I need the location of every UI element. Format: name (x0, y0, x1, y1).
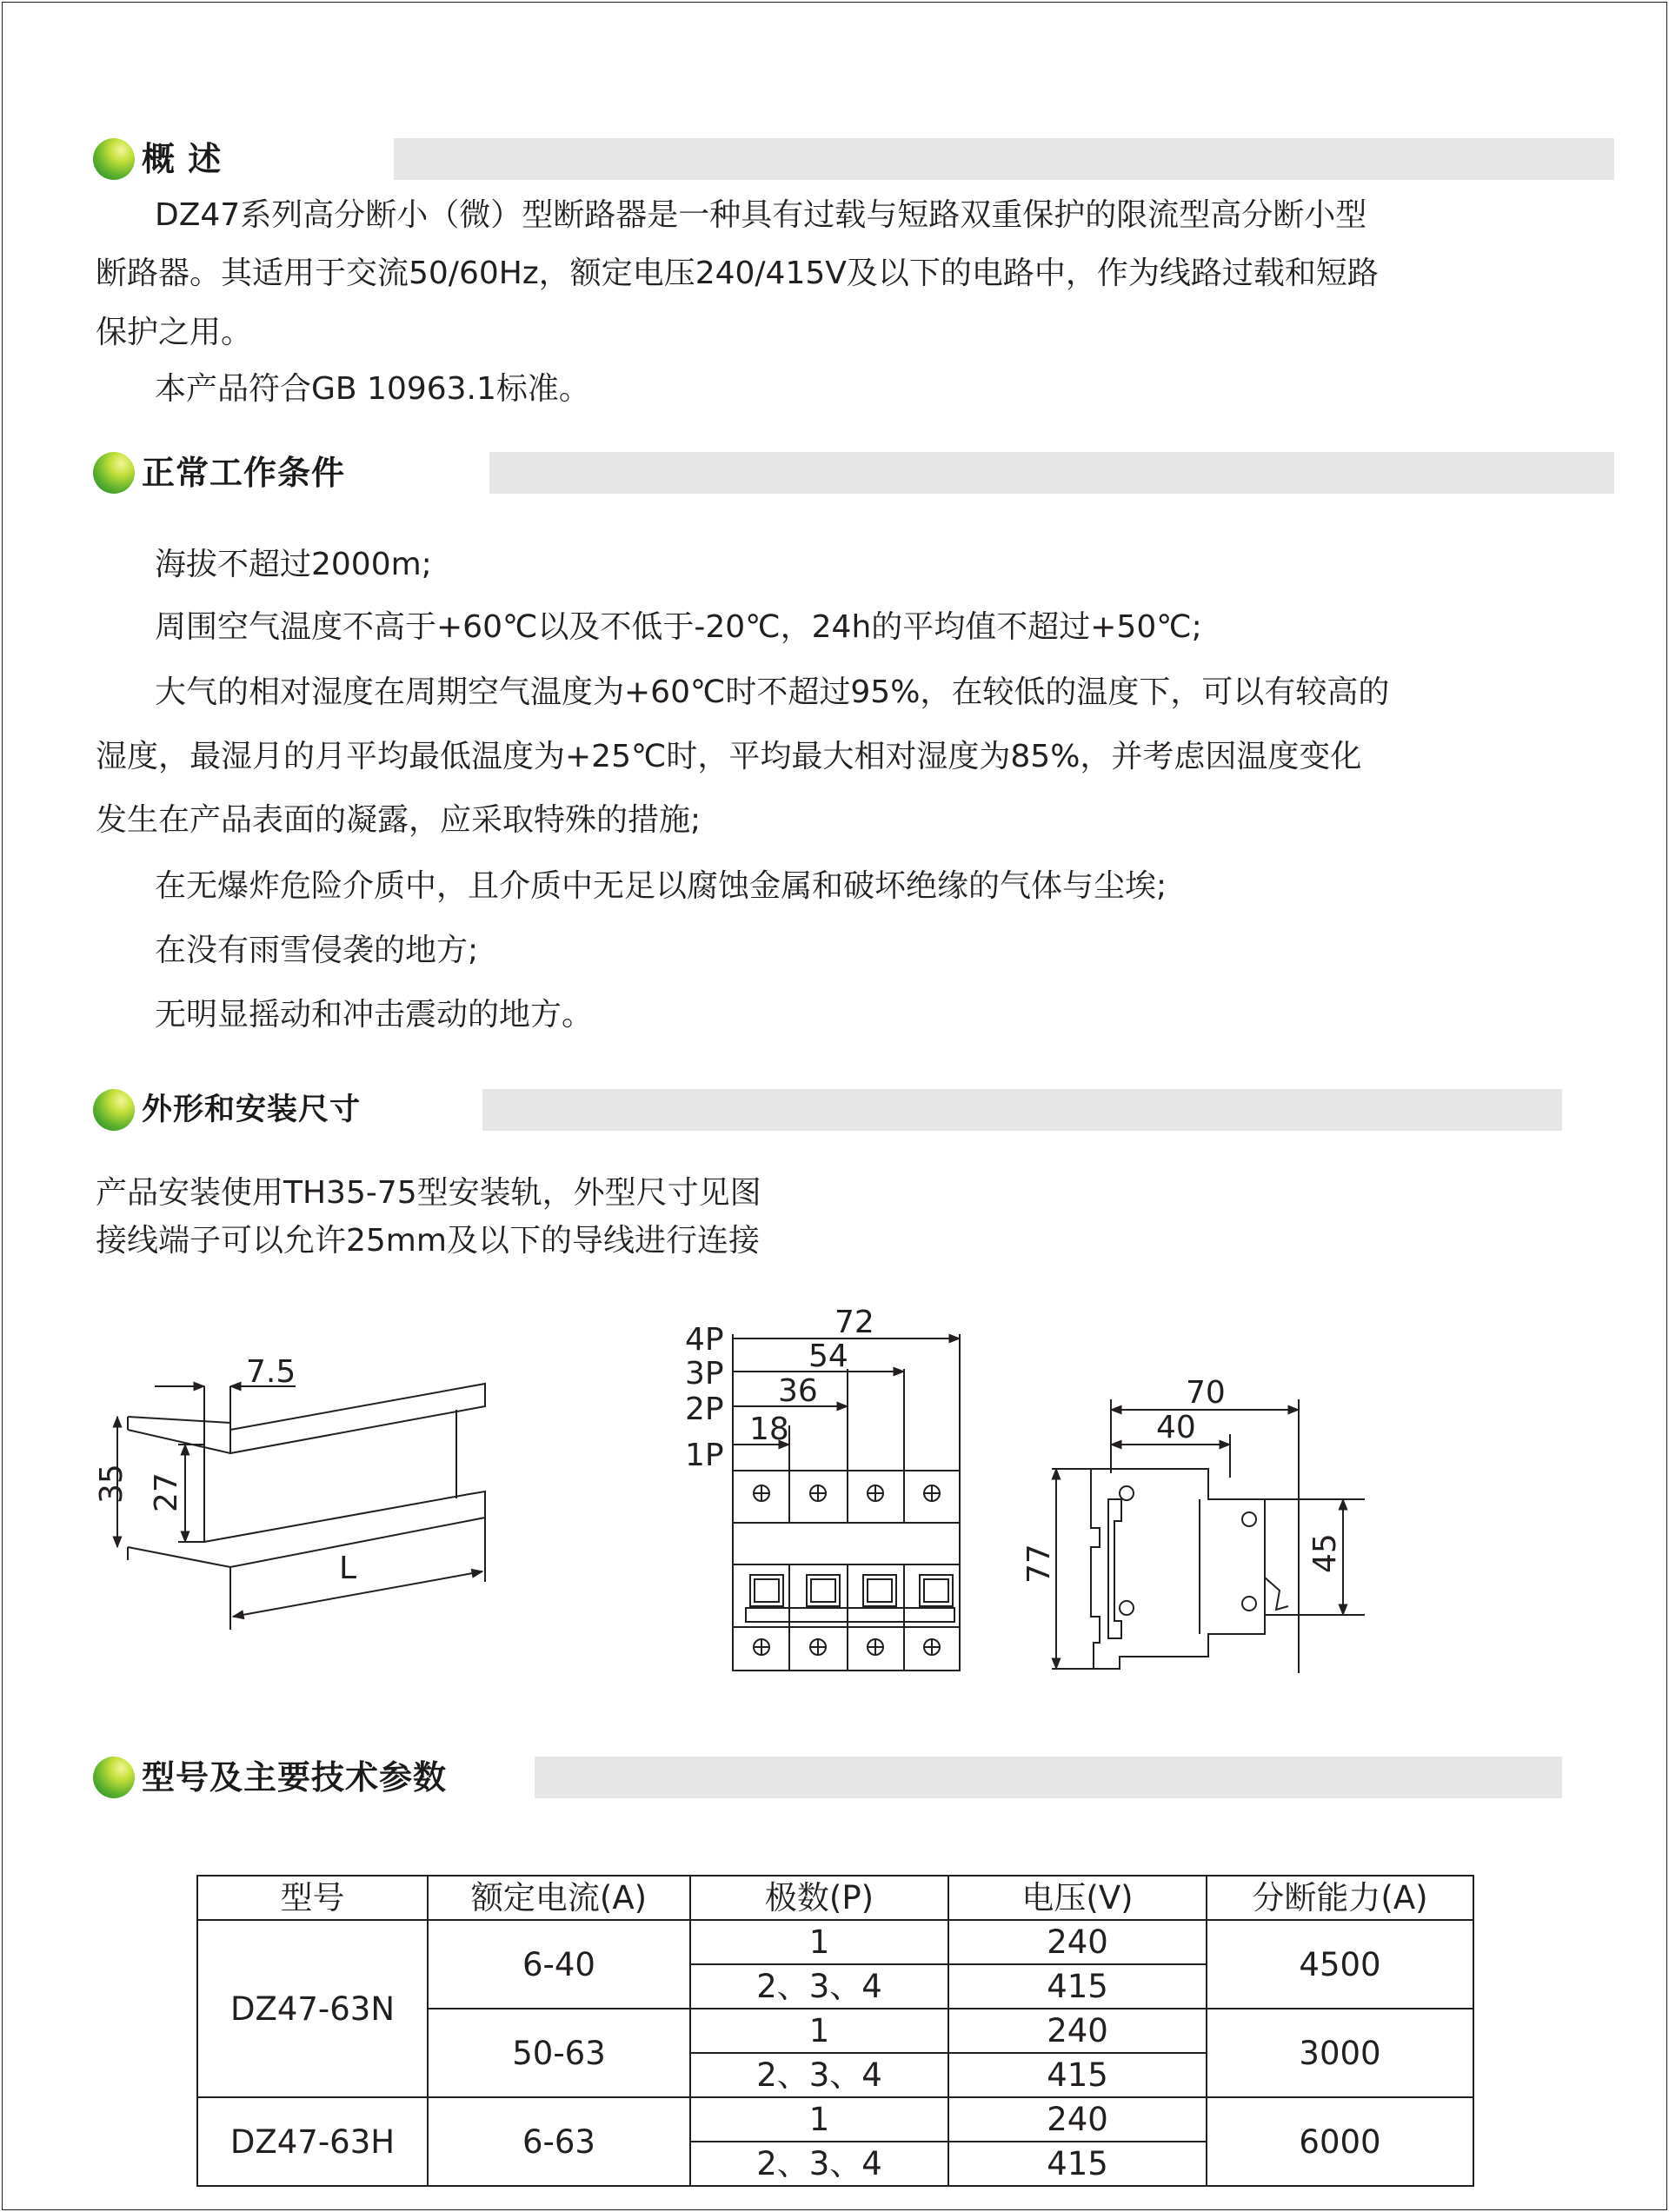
table-row (197, 2097, 1473, 2142)
spec-table (196, 1875, 1474, 2187)
cell-breaking: 3000 (1207, 2009, 1473, 2097)
table-header-row (197, 1876, 1473, 1920)
cell-poles: 2、3、4 (690, 2053, 948, 2097)
cell-voltage: 240 (948, 2097, 1207, 2142)
condition-line-8: 无明显摇动和冲击震动的地方。 (155, 997, 594, 1033)
condition-line-7: 在没有雨雪侵袭的地方; (155, 933, 479, 968)
overview-line-1: DZ47系列高分断小（微）型断路器是一种具有过载与短路双重保护的限流型高分断小型 (155, 197, 1367, 233)
condition-line-1: 海拔不超过2000m; (155, 547, 432, 582)
cell-poles: 2、3、4 (690, 1964, 948, 2009)
cell-model: DZ47-63H (197, 2097, 428, 2186)
section-title: 外形和安装尺寸 (142, 1093, 362, 1127)
width-72-label: 72 (834, 1305, 874, 1340)
overview-line-3: 保护之用。 (96, 315, 253, 350)
cell-breaking: 4500 (1207, 1920, 1473, 2009)
dimension-note-1: 产品安装使用TH35-75型安装轨，外型尺寸见图 (96, 1175, 761, 1211)
cell-current: 6-40 (428, 1920, 690, 2009)
header-breaking: 分断能力(A) (1207, 1876, 1473, 1920)
rail-height-outer-label: 35 (94, 1464, 130, 1504)
cell-voltage: 415 (948, 2053, 1207, 2097)
breaker-front-drawing (733, 1334, 960, 1671)
cell-poles: 1 (690, 2009, 948, 2053)
condition-line-3: 大气的相对湿度在周期空气温度为+60℃时不超过95%，在较低的温度下，可以有较高的 (155, 674, 1390, 710)
cell-model: DZ47-63N (197, 1920, 428, 2097)
header-current: 额定电流(A) (428, 1876, 690, 1920)
section-header-specs (93, 1753, 1562, 1800)
pole-label-4p: 4P (685, 1322, 724, 1358)
cell-voltage: 240 (948, 1920, 1207, 1964)
pole-label-2p: 2P (685, 1392, 724, 1427)
pole-label-3p: 3P (685, 1356, 724, 1392)
face-45-label: 45 (1307, 1533, 1343, 1573)
rail-width-label: 7.5 (246, 1354, 296, 1390)
condition-line-4: 湿度，最湿月的月平均最低温度为+25℃时，平均最大相对湿度为85%，并考虑因温度变化 (96, 739, 1362, 774)
green-bullet-icon (93, 1757, 135, 1798)
pole-label-1p: 1P (685, 1438, 724, 1473)
width-36-label: 36 (778, 1373, 818, 1409)
cell-voltage: 240 (948, 2009, 1207, 2053)
cell-poles: 1 (690, 1920, 948, 1964)
depth-40-label: 40 (1156, 1410, 1196, 1445)
width-18-label: 18 (749, 1412, 789, 1447)
overview-line-2: 断路器。其适用于交流50/60Hz，额定电压240/415V及以下的电路中，作为线路过载和短路 (96, 256, 1379, 291)
condition-line-6: 在无爆炸危险介质中，且介质中无足以腐蚀金属和破坏绝缘的气体与尘埃; (155, 868, 1167, 904)
cell-breaking: 6000 (1207, 2097, 1473, 2186)
cell-poles: 2、3、4 (690, 2142, 948, 2186)
table-row (197, 1920, 1473, 1964)
height-77-label: 77 (1021, 1544, 1057, 1584)
rail-height-inner-label: 27 (149, 1472, 184, 1512)
section-title: 型号及主要技术参数 (142, 1758, 448, 1797)
section-title: 概 述 (142, 140, 223, 178)
header-model: 型号 (197, 1876, 428, 1920)
cell-poles: 1 (690, 2097, 948, 2142)
dimension-note-2: 接线端子可以允许25mm及以下的导线进行连接 (96, 1223, 760, 1259)
width-54-label: 54 (808, 1338, 848, 1374)
overview-line-4: 本产品符合GB 10963.1标准。 (155, 371, 590, 407)
cell-current: 6-63 (428, 2097, 690, 2186)
cell-voltage: 415 (948, 2142, 1207, 2186)
cell-voltage: 415 (948, 1964, 1207, 2009)
cell-current: 50-63 (428, 2009, 690, 2097)
header-voltage: 电压(V) (948, 1876, 1207, 1920)
section-title: 正常工作条件 (142, 454, 346, 492)
header-poles: 极数(P) (690, 1876, 948, 1920)
depth-70-label: 70 (1186, 1375, 1226, 1411)
condition-line-5: 发生在产品表面的凝露，应采取特殊的措施; (96, 802, 702, 838)
condition-line-2: 周围空气温度不高于+60℃以及不低于-20℃，24h的平均值不超过+50℃; (155, 609, 1202, 645)
rail-length-label: L (339, 1551, 357, 1586)
